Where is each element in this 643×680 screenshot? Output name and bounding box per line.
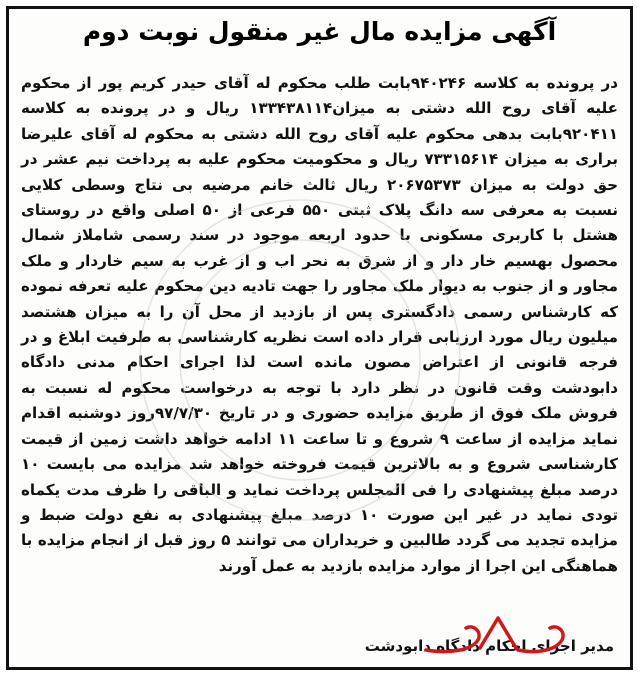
notice-body: در پرونده به کلاسه ۹۴۰۲۴۶بابت طلب محکوم له آقای حیدر کریم پور از محکوم علیه آقای روح الله دشتی به میزان۱۳۳۴۳۸۱۱۴ ریال و در پرونده به کلاسه ۹۲۰۴۱۱بابت بدهی محکوم علیه آقای روح الله دشتی به محکوم له آقای علیرضا براری به میزان ۷۳۳۱۵۶۱۴ ریال و محکومیت محکوم علیه به پرداخت نیم عشر در حق دولت به میزان ۲۰۶۷۵۳۷۳ ریال ثالث خانم مرضیه بی نتاج وسطی کلایی نسبت به معرفی سه دانگ پلاک ثبتی ۵۵۰ فرعی از ۵۰ اصلی واقع در روستای هشتل با کاربری مسکونی با حدود اربعه موجود در سند رسمی شاملاز شمال محصول بهسیم خار دار و از شرق به نحر اب و از غرب به سیم خاردار و ملک مجاور و از جنوب به دیوار ملک مجاور را جهت تادیه دین محکوم علیه تعرفه نموده که کارشناس رسمی دادگستری پس از بازدید از محل آن را به میزان هشتصد میلیون ریال مورد ارزیابی قرار داده است نظریه کارشناسی به طرفیت ابلاغ و در فرجه قانونی از اعتراض مصون مانده است لذا اجرای احکام مدنی دادگاه دابودشت وقت قانون در نظر دارد با توجه به درخواست محکوم له نسبت به فروش ملک فوق از طریق مزایده حضوری و در تاریخ ۹۷/۷/۳۰روز دوشنبه اقدام نماید مزایده از ساعت ۹ شروع و تا ساعت ۱۱ ادامه خواهد داشت زمین از قیمت کارشناسی شروع و به بالاترین قیمت فروخته خواهد شد مزایده می بایست ۱۰ درصد مبلغ پیشنهادی را فی المجلس پرداخت نماید و الباقی را ظرف مدت یکماه تودی نماید در غیر این صورت ۱۰ درصد مبلغ پیشنهادی به نفع دولت ضبط و مزایده تجدید می گردد طالبین و خریداران می توانند ۵ روز قبل از انجام مزایده با هماهنگی این اجرا از موارد مزایده بازدید به عمل آورند [21, 74, 619, 575]
signature-line: مدیر اجرای احکام دادگاه دابودشت [364, 637, 614, 655]
handwritten-number-mark [420, 610, 570, 658]
notice-title: آگهی مزایده مال غیر منقول نوبت دوم [82, 17, 557, 46]
notice-frame [6, 6, 633, 670]
